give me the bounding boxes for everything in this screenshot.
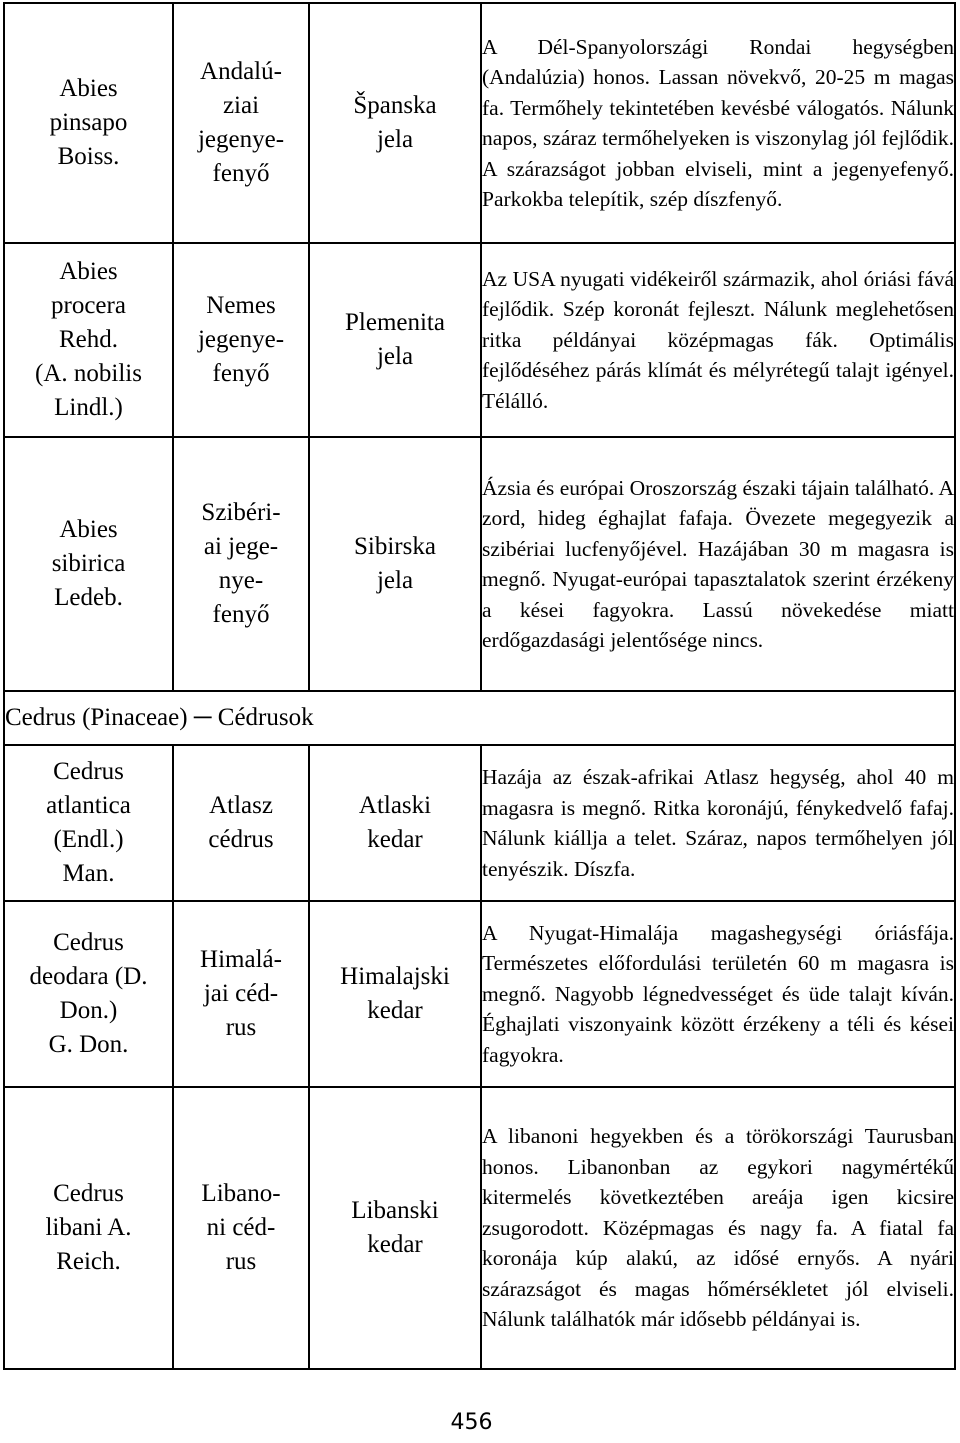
latin-name: Cedrus deodara (D. Don.) G. Don. (4, 901, 173, 1087)
table-row (4, 243, 955, 437)
latin-name: Abies pinsapo Boiss. (4, 3, 173, 243)
page-number: 456 (450, 1410, 493, 1435)
species-description: A Nyugat-Himalája magashegységi óriásfája. Természetes előfordulási területén 60 m magasra is megnő. Nagyobb légnedvességet és üde talajt kíván. Éghajlati viszonyaink között érzékeny a téli és kései fagyokra. (481, 901, 955, 1087)
hungarian-name: Libano- ni céd- rus (173, 1087, 309, 1369)
hungarian-name: Nemes jegenye- fenyő (173, 243, 309, 437)
table-row (4, 1087, 955, 1369)
latin-name: Cedrus libani A. Reich. (4, 1087, 173, 1369)
table-row (4, 745, 955, 901)
hungarian-name: Szibéri- ai jege- nye- fenyő (173, 437, 309, 691)
latin-name: Abies procera Rehd. (A. nobilis Lindl.) (4, 243, 173, 437)
croatian-name: Sibirska jela (309, 437, 481, 691)
croatian-name: Himalajski kedar (309, 901, 481, 1087)
species-description: Az USA nyugati vidékeiről származik, ahol óriási fává fejlődik. Szép koronát fejleszt. Nálunk meglehetősen ritka példányai középmagas fák. Optimális fejlődéséhez párás klímát és mélyrétegű talajt igényel. Télálló. (481, 243, 955, 437)
species-description: Hazája az észak-afrikai Atlasz hegység, ahol 40 m magasra is megnő. Ritka koronájú, fénykedvelő fafaj. Nálunk kiállja a telet. Száraz, napos termőhelyen jól tenyészik. Díszfa. (481, 745, 955, 901)
species-description: A libanoni hegyekben és a törökországi Taurusban honos. Libanonban az egykori nagymértékű kitermelés következtében areája igen kicsire zsugorodott. Középmagas és nagy fa. A fiatal fa koronája kúp alakú, az idősé ernyős. A nyári szárazságot és magas hőmérsékletet jól elviseli. Nálunk találhatók már idősebb példányai is. (481, 1087, 955, 1369)
table-row (4, 437, 955, 691)
croatian-name: Španska jela (309, 3, 481, 243)
hungarian-name: Atlasz cédrus (173, 745, 309, 901)
genus-heading: Cedrus (Pinaceae) ─ Cédrusok (4, 691, 955, 745)
latin-name: Cedrus atlantica (Endl.) Man. (4, 745, 173, 901)
table-row (4, 901, 955, 1087)
genus-heading-row (4, 691, 955, 745)
table-row (4, 3, 955, 243)
species-description: Ázsia és európai Oroszország északi tájain található. A zord, hideg éghajlat fafaja. Övezete megegyezik a szibériai lucfenyőjével. Hazájában 30 m magasra is megnő. Nyugat-európai tapasztalatok szerint érzékeny a kései fagyokra. Lassú növekedése miatt erdőgazdasági jelentősége nincs. (481, 437, 955, 691)
croatian-name: Atlaski kedar (309, 745, 481, 901)
croatian-name: Libanski kedar (309, 1087, 481, 1369)
hungarian-name: Himalá- jai céd- rus (173, 901, 309, 1087)
species-description: A Dél-Spanyolországi Rondai hegységben (Andalúzia) honos. Lassan növekvő, 20-25 m magas fa. Termőhely tekintetében kevésbé válogatós. Nálunk napos, száraz termőhelyeken is viszonylag jól fejlődik. A szárazságot jobban elviseli, mint a jegenyefenyő. Parkokba telepítik, szép díszfenyő. (481, 3, 955, 243)
latin-name: Abies sibirica Ledeb. (4, 437, 173, 691)
hungarian-name: Andalú- ziai jegenye- fenyő (173, 3, 309, 243)
species-table (3, 2, 956, 1370)
croatian-name: Plemenita jela (309, 243, 481, 437)
